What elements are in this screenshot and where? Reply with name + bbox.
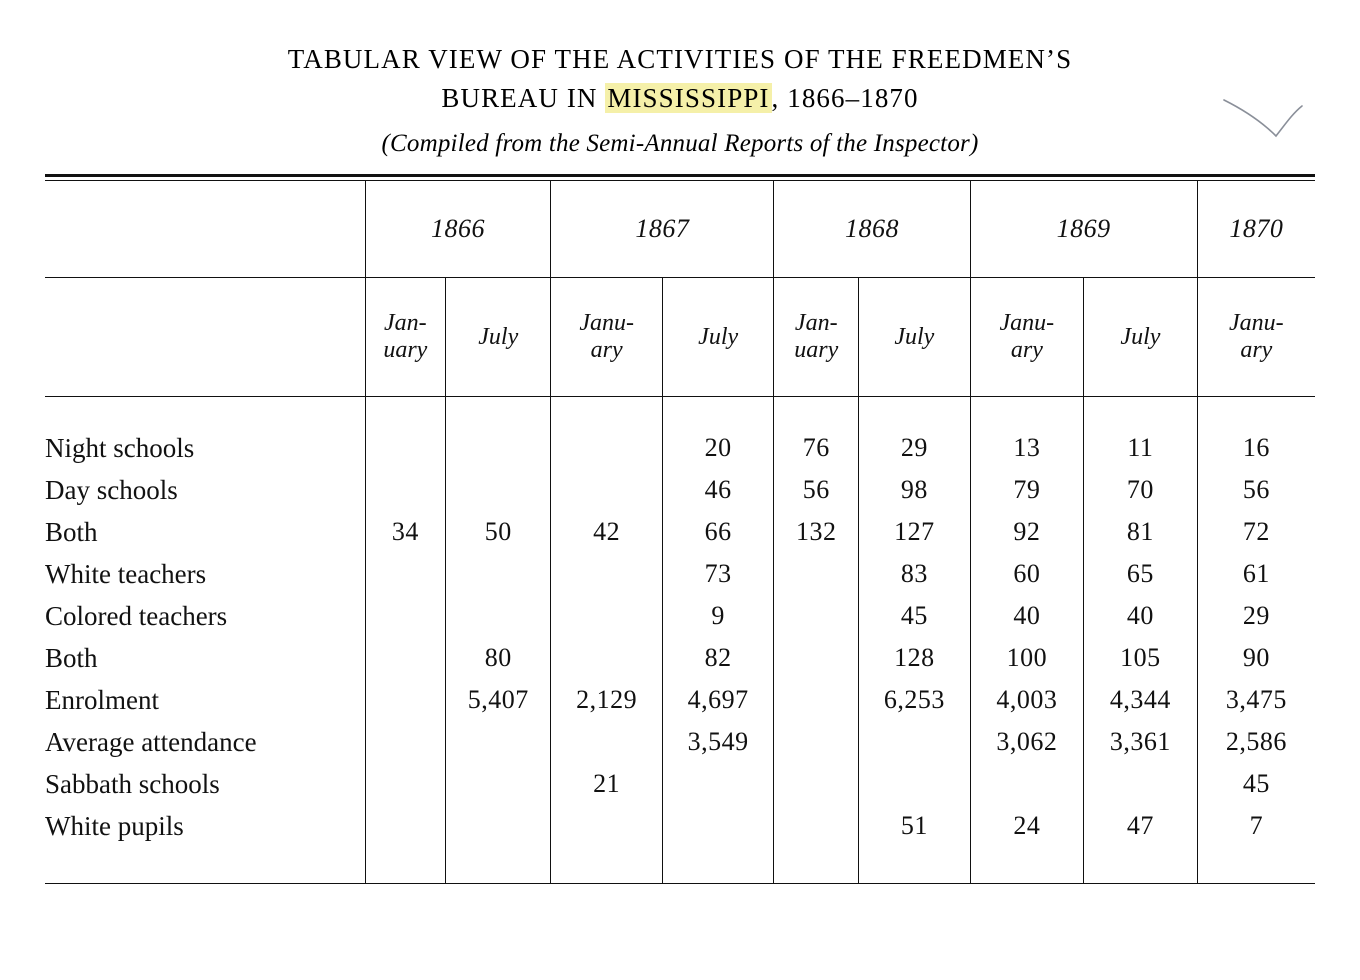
cell-white-teachers-1868-january [774,553,859,595]
cell-both-teachers-1868-january [774,637,859,679]
row-label-white-pupils: White pupils [45,810,184,841]
year-header-1870: 1870 [1197,181,1315,277]
cell-night-schools-1866-july [446,427,551,469]
cell-both-schools-1868-january: 132 [774,511,859,553]
cell-day-schools-1867-july: 46 [662,469,774,511]
cell-average-attendance-1868-january [774,721,859,763]
table-row [45,637,1315,679]
month-header-1866-january-line2: uary [383,337,428,364]
table-row [45,553,1315,595]
cell-night-schools-1869-july: 11 [1084,427,1198,469]
spacer-cell [859,397,971,427]
cell-average-attendance-1870-january: 2,586 [1197,721,1315,763]
cell-white-pupils-1869-july: 47 [1084,805,1198,847]
spacer-cell [774,397,859,427]
cell-both-teachers-1869-january: 100 [970,637,1084,679]
cell-average-attendance-1867-january [551,721,663,763]
cell-colored-teachers-1868-july: 45 [859,595,971,637]
cell-both-teachers-1866-january [365,637,446,679]
title-line-2-suffix: , 1866–1870 [771,83,919,114]
cell-enrolment-1867-january: 2,129 [551,679,663,721]
month-header-row [45,278,1315,396]
cell-day-schools-1869-july: 70 [1084,469,1198,511]
cell-night-schools-1867-january [551,427,663,469]
cell-day-schools-1868-january: 56 [774,469,859,511]
table-row [45,763,1315,805]
cell-average-attendance-1869-january: 3,062 [970,721,1084,763]
cell-both-schools-1868-july: 127 [859,511,971,553]
month-header-1867-january-line2: ary [590,337,623,364]
cell-night-schools-1868-january: 76 [774,427,859,469]
cell-colored-teachers-1867-july: 9 [662,595,774,637]
cell-day-schools-1866-july [446,469,551,511]
month-header-1868-july: July [859,278,971,396]
cell-white-pupils-1869-january: 24 [970,805,1084,847]
month-header-1869-january [970,278,1084,396]
spacer-cell [1197,397,1315,427]
cell-enrolment-1869-july: 4,344 [1084,679,1198,721]
month-header-spacer [45,278,365,396]
spacer-cell [859,847,971,883]
cell-both-schools-1866-january: 34 [365,511,446,553]
cell-white-teachers-1867-january [551,553,663,595]
cell-sabbath-schools-1868-january [774,763,859,805]
year-header-1866: 1866 [365,181,551,277]
cell-day-schools-1867-january [551,469,663,511]
highlighted-term-mississippi: MISSISSIPPI [607,83,770,114]
cell-white-teachers-1868-july: 83 [859,553,971,595]
row-label-enrolment: Enrolment [45,684,159,715]
cell-day-schools-1866-january [365,469,446,511]
year-header-1869: 1869 [970,181,1197,277]
month-header-1867-january [551,278,663,396]
cell-white-teachers-1870-january: 61 [1197,553,1315,595]
cell-average-attendance-1866-july [446,721,551,763]
cell-white-teachers-1869-july: 65 [1084,553,1198,595]
title-block [0,0,1360,158]
cell-enrolment-1870-january: 3,475 [1197,679,1315,721]
row-label-day-schools: Day schools [45,474,178,505]
month-header-1866-january-line1: Jan- [384,310,427,337]
cell-both-schools-1869-january: 92 [970,511,1084,553]
cell-colored-teachers-1866-january [365,595,446,637]
table-row [45,469,1315,511]
cell-white-pupils-1870-january: 7 [1197,805,1315,847]
spacer-cell [1084,847,1198,883]
year-header-spacer [45,181,365,277]
spacer-cell [365,847,446,883]
cell-both-teachers-1869-july: 105 [1084,637,1198,679]
year-header-1867: 1867 [551,181,774,277]
cell-white-teachers-1867-july: 73 [662,553,774,595]
title-line-2 [0,79,1360,118]
row-label-both-schools: Both [45,516,98,547]
month-header-1869-july: July [1084,278,1198,396]
cell-sabbath-schools-1869-january [970,763,1084,805]
month-header-1867-january-line1: Janu- [579,310,634,337]
spacer-cell [970,847,1084,883]
cell-colored-teachers-1868-january [774,595,859,637]
cell-colored-teachers-1867-january [551,595,663,637]
cell-white-teachers-1869-january: 60 [970,553,1084,595]
cell-enrolment-1866-july: 5,407 [446,679,551,721]
title-line-1: TABULAR VIEW OF THE ACTIVITIES OF THE FREEDMEN’S [287,44,1073,74]
spacer-cell [446,397,551,427]
cell-average-attendance-1866-january [365,721,446,763]
row-label-night-schools: Night schools [45,432,195,463]
cell-day-schools-1869-january: 79 [970,469,1084,511]
table-container [45,174,1315,884]
cell-colored-teachers-1866-july [446,595,551,637]
cell-both-teachers-1867-july: 82 [662,637,774,679]
cell-white-teachers-1866-january [365,553,446,595]
spacer-cell [662,397,774,427]
table-row [45,679,1315,721]
cell-enrolment-1869-january: 4,003 [970,679,1084,721]
spacer-cell [1084,397,1198,427]
cell-sabbath-schools-1870-january: 45 [1197,763,1315,805]
spacer-cell [1197,847,1315,883]
month-header-1870-january-line2: ary [1240,337,1273,364]
year-header-1868: 1868 [774,181,970,277]
month-header-1869-january-line2: ary [1010,337,1043,364]
freedmen-bureau-table [45,181,1315,883]
cell-sabbath-schools-1867-july [662,763,774,805]
cell-both-teachers-1870-january: 90 [1197,637,1315,679]
month-header-1868-january [774,278,859,396]
month-header-1868-january-line2: uary [794,337,839,364]
spacer-cell [662,847,774,883]
cell-sabbath-schools-1869-july [1084,763,1198,805]
cell-sabbath-schools-1866-july [446,763,551,805]
cell-night-schools-1869-january: 13 [970,427,1084,469]
month-header-1869-january-line1: Janu- [999,310,1055,337]
row-label-average-attendance: Average attendance [45,726,257,757]
cell-both-schools-1870-january: 72 [1197,511,1315,553]
cell-sabbath-schools-1866-january [365,763,446,805]
year-header-row [45,181,1315,277]
subtitle: (Compiled from the Semi-Annual Reports of the Inspector) [381,130,979,158]
cell-white-pupils-1868-january [774,805,859,847]
table-row [45,427,1315,469]
cell-enrolment-1868-january [774,679,859,721]
table-bottom-rule [45,883,1315,884]
cell-enrolment-1867-july: 4,697 [662,679,774,721]
row-label-colored-teachers: Colored teachers [45,600,228,631]
month-header-1866-january [365,278,446,396]
month-header-1867-july: July [662,278,774,396]
cell-both-schools-1869-july: 81 [1084,511,1198,553]
spacer-cell [446,847,551,883]
cell-white-pupils-1868-july: 51 [859,805,971,847]
cell-sabbath-schools-1868-july [859,763,971,805]
spacer-cell [45,397,365,427]
month-header-1868-january-line1: Jan- [794,310,838,337]
cell-average-attendance-1867-july: 3,549 [662,721,774,763]
spacer-cell [970,397,1084,427]
cell-both-teachers-1866-july: 80 [446,637,551,679]
cell-white-teachers-1866-july [446,553,551,595]
table-row [45,805,1315,847]
cell-both-teachers-1867-january [551,637,663,679]
cell-both-schools-1867-july: 66 [662,511,774,553]
cell-night-schools-1867-july: 20 [662,427,774,469]
cell-white-pupils-1867-january [551,805,663,847]
table-row [45,721,1315,763]
cell-average-attendance-1869-july: 3,361 [1084,721,1198,763]
spacer-cell [365,397,446,427]
cell-night-schools-1868-july: 29 [859,427,971,469]
title-line-2-prefix: BUREAU IN [441,83,606,114]
cell-day-schools-1870-january: 56 [1197,469,1315,511]
row-label-both-teachers: Both [45,642,98,673]
table-row [45,595,1315,637]
row-label-sabbath-schools: Sabbath schools [45,768,220,799]
cell-colored-teachers-1870-january: 29 [1197,595,1315,637]
cell-both-schools-1866-july: 50 [446,511,551,553]
cell-enrolment-1868-july: 6,253 [859,679,971,721]
cell-colored-teachers-1869-july: 40 [1084,595,1198,637]
table-row [45,511,1315,553]
cell-colored-teachers-1869-january: 40 [970,595,1084,637]
spacer-cell [774,847,859,883]
cell-white-pupils-1867-july [662,805,774,847]
spacer-cell [45,847,365,883]
spacer-cell [551,397,663,427]
table-top-rule [45,174,1315,181]
body-bottom-spacer-row [45,847,1315,883]
month-header-1870-january-line1: Janu- [1229,310,1284,337]
cell-both-schools-1867-january: 42 [551,511,663,553]
month-header-1866-july: July [446,278,551,396]
body-top-spacer-row [45,397,1315,427]
cell-white-pupils-1866-july [446,805,551,847]
cell-night-schools-1866-january [365,427,446,469]
cell-day-schools-1868-july: 98 [859,469,971,511]
cell-white-pupils-1866-january [365,805,446,847]
cell-night-schools-1870-january: 16 [1197,427,1315,469]
cell-sabbath-schools-1867-january: 21 [551,763,663,805]
cell-average-attendance-1868-july [859,721,971,763]
cell-both-teachers-1868-july: 128 [859,637,971,679]
spacer-cell [551,847,663,883]
month-header-1870-january [1197,278,1315,396]
row-label-white-teachers: White teachers [45,558,207,589]
cell-enrolment-1866-january [365,679,446,721]
